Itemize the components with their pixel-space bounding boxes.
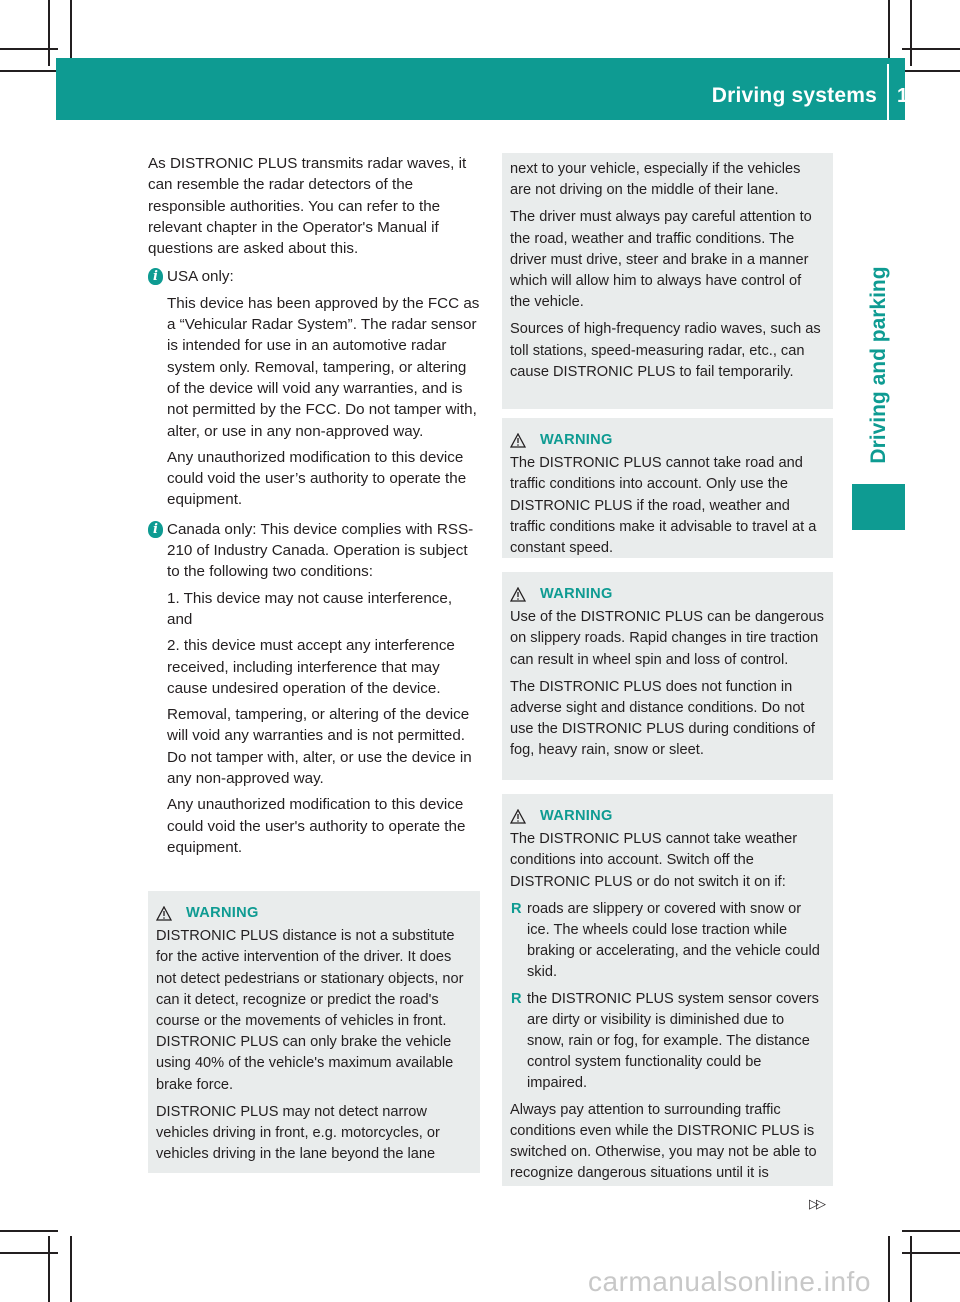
crop-mark: [888, 1236, 890, 1302]
warning-triangle-icon: [510, 809, 526, 824]
crop-mark: [902, 70, 960, 72]
warning-triangle-icon: [156, 906, 172, 921]
page-number: 159: [897, 85, 931, 107]
note-text: USA only:: [167, 268, 234, 286]
chapter-label: Driving and parking: [867, 266, 890, 464]
note-text: Removal, tampering, or altering of the device will void any warranties and is not permitted. Do not tamper with, alter, or use the device in any non-approved way.: [167, 706, 472, 788]
crop-mark: [910, 0, 912, 66]
warning-text: The DISTRONIC PLUS does not function in adverse sight and distance conditions. Do not use the DISTRONIC PLUS during conditions of fog, heavy rain, snow or sleet.: [510, 678, 815, 759]
warning-box: [502, 572, 833, 780]
intro-paragraph: As DISTRONIC PLUS transmits radar waves, it can resemble the radar detectors of the responsible authorities. You can refer to the relevant chapter in the Operator's Manual if questions are asked about this.: [148, 155, 467, 258]
continued-warning-box: [502, 153, 833, 409]
warning-text: Always pay attention to surrounding traffic conditions even while the DISTRONIC PLUS is switched on. Otherwise, you may not be able to recognize dangerous situations until it is: [510, 1101, 817, 1182]
warning-header: [510, 430, 825, 451]
warning-text: next to your vehicle, especially if the vehicles are not driving on the middle of their lane.: [510, 161, 801, 199]
warning-text: Use of the DISTRONIC PLUS can be dangerous on slippery roads. Rapid changes in tire traction can result in wheel spin and loss of control.: [510, 609, 824, 668]
warning-box: [502, 418, 833, 558]
bullet-item: [510, 899, 825, 984]
crop-mark: [70, 0, 72, 66]
info-icon: i: [148, 521, 163, 538]
header-divider: [887, 64, 889, 120]
continue-arrow-icon: ▷▷: [809, 1196, 823, 1211]
page-header: [56, 58, 931, 120]
warning-header: [510, 584, 825, 605]
canada-note: [148, 519, 480, 858]
warning-text: The driver must always pay careful attention to the road, weather and traffic conditions. The driver must drive, steer and brake in a manner which will allow him to always have control of the vehicle.: [510, 209, 812, 311]
bullet-item: [510, 989, 825, 1095]
bullet-icon: R: [511, 990, 522, 1007]
warning-box: [148, 891, 480, 1173]
section-title: Driving systems: [711, 84, 877, 107]
watermark: carmanualsonline.info: [588, 1266, 871, 1297]
warning-triangle-icon: [510, 587, 526, 602]
warning-text: DISTRONIC PLUS may not detect narrow vehicles driving in front, e.g. motorcycles, or vehicles driving in the lane beyond the lane: [156, 1103, 440, 1163]
warning-label: WARNING: [540, 432, 613, 448]
note-text: Any unauthorized modification to this device could void the user's authority to operate the equipment.: [167, 796, 466, 856]
crop-mark: [902, 1230, 960, 1232]
warning-triangle-icon: [510, 433, 526, 448]
note-text: This device has been approved by the FCC as a “Vehicular Radar System”. The radar sensor is intended for use in an automotive radar system only. Removal, tampering, or altering of the device will void any warranties, and is not permitted by the FCC. Do not tamper with, alter, or use in any non-approved way.: [167, 294, 480, 440]
crop-mark: [902, 48, 960, 50]
warning-label: WARNING: [540, 586, 613, 602]
crop-mark: [902, 1252, 960, 1254]
chapter-tab: [852, 484, 905, 530]
crop-mark: [888, 0, 890, 66]
bullet-text: roads are slippery or covered with snow or ice. The wheels could lose traction while braking or accelerating, and the vehicle could skid.: [527, 900, 820, 981]
warning-label: WARNING: [186, 905, 259, 921]
crop-mark: [48, 0, 50, 66]
note-text: Any unauthorized modification to this device could void the user’s authority to operate the equipment.: [167, 448, 467, 509]
note-text: 1. This device may not cause interference, and: [167, 589, 453, 628]
info-icon: i: [148, 268, 163, 285]
crop-mark: [910, 1236, 912, 1302]
crop-mark: [48, 1236, 50, 1302]
warning-header: [156, 903, 472, 924]
warning-text: DISTRONIC PLUS distance is not a substitute for the active intervention of the driver. It does not detect pedestrians or stationary objects, nor can it detect, recognize or predict the road's course or the movements of vehicles in front. DISTRONIC PLUS can only brake the vehicle using 40% of the vehicle's maximum available brake force.: [156, 928, 464, 1093]
crop-mark: [0, 1252, 58, 1254]
left-column: [148, 153, 480, 866]
note-text: 2. this device must accept any interference received, including interference that may cause undesired operation of the device.: [167, 637, 455, 697]
crop-mark: [0, 70, 58, 72]
warning-header: [510, 806, 825, 827]
crop-mark: [70, 1236, 72, 1302]
note-text: Canada only: This device complies with RSS-210 of Industry Canada. Operation is subject to the following two conditions:: [167, 520, 474, 581]
warning-text: The DISTRONIC PLUS cannot take weather conditions into account. Switch off the DISTRONIC PLUS or do not switch it on if:: [510, 831, 798, 890]
warning-text: The DISTRONIC PLUS cannot take road and traffic conditions into account. Only use the DISTRONIC PLUS if the road, weather and traffic conditions make it advisable to travel at a constant speed.: [510, 455, 817, 557]
crop-mark: [0, 1230, 58, 1232]
bullet-icon: R: [511, 900, 522, 917]
bullet-text: the DISTRONIC PLUS system sensor covers are dirty or visibility is diminished due to snow, rain or fog, for example. The distance control system functionality could be impaired.: [527, 990, 819, 1092]
crop-mark: [0, 48, 58, 50]
warning-label: WARNING: [540, 808, 613, 824]
usa-note: [148, 266, 480, 510]
warning-box: [502, 794, 833, 1186]
warning-text: Sources of high-frequency radio waves, such as toll stations, speed-measuring radar, etc., can cause DISTRONIC PLUS to fail temporarily.: [510, 321, 821, 380]
